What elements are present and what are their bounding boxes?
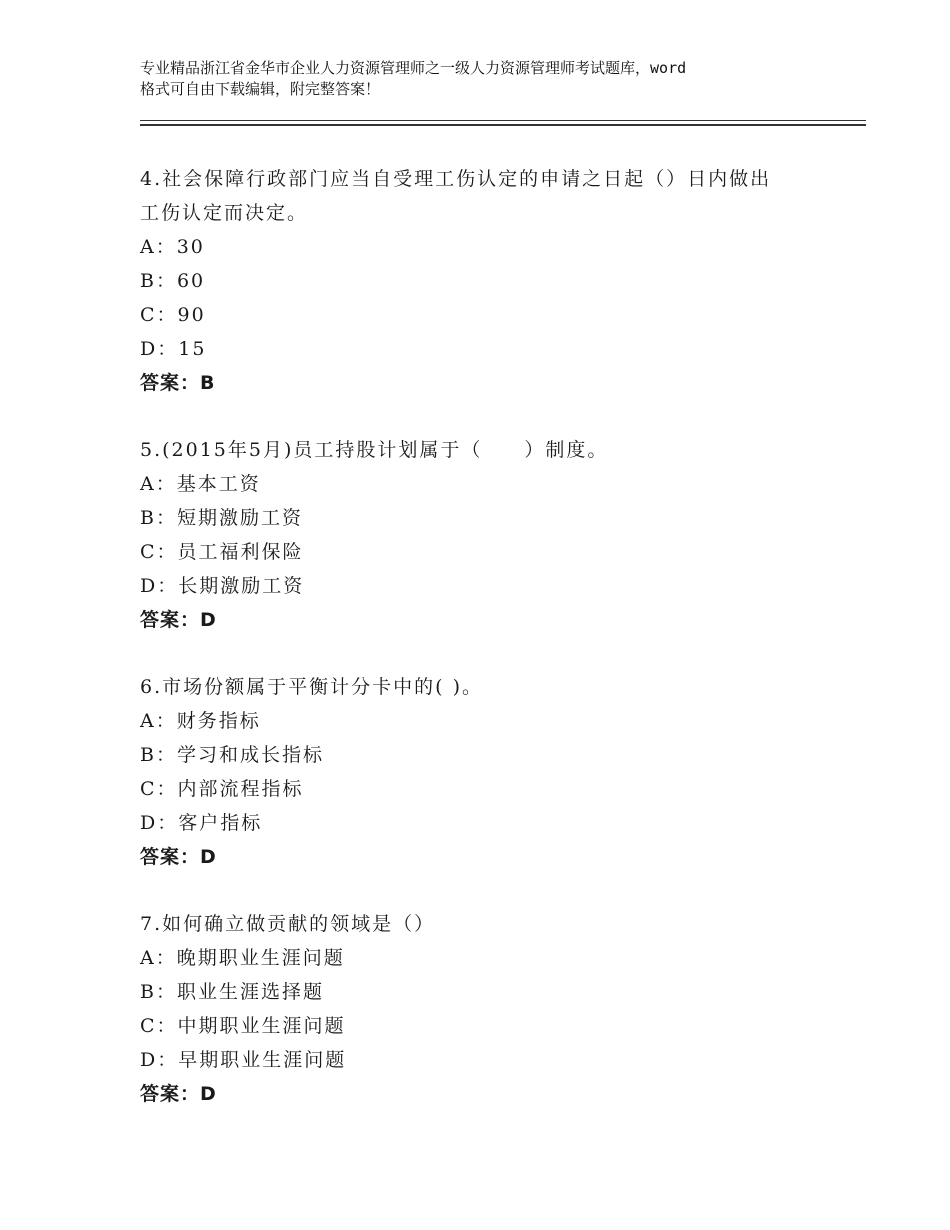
- option-a: A：晚期职业生涯问题: [140, 947, 345, 969]
- option-d: D：客户指标: [140, 812, 263, 834]
- question-6: [140, 670, 840, 874]
- header-divider-thin: [140, 120, 866, 121]
- answer-label: 答案：D: [140, 609, 217, 631]
- question-4: [140, 162, 840, 400]
- option-c: C：员工福利保险: [140, 541, 304, 563]
- header-divider-thick: [140, 124, 866, 126]
- option-b: B：60: [140, 270, 206, 292]
- answer-label: 答案：B: [140, 372, 216, 394]
- question-text: [140, 670, 810, 704]
- option-a: A：基本工资: [140, 473, 261, 495]
- question-text-line-1: 7.如何确立做贡献的领域是（）: [140, 913, 436, 935]
- header-line-2: 格式可自由下载编辑，附完整答案！: [140, 80, 381, 98]
- question-text-line-1: 6.市场份额属于平衡计分卡中的( )。: [140, 676, 483, 698]
- option-a: A：30: [140, 236, 205, 258]
- option-b: B：短期激励工资: [140, 507, 303, 529]
- option-d: D：长期激励工资: [140, 575, 305, 597]
- option-c: C：90: [140, 304, 206, 326]
- question-list: [140, 162, 840, 1144]
- question-text-line-1: 4.社会保障行政部门应当自受理工伤认定的申请之日起（）日内做出: [140, 168, 772, 190]
- question-7: [140, 907, 840, 1111]
- option-b: B：职业生涯选择题: [140, 981, 324, 1003]
- answer-label: 答案：D: [140, 1083, 217, 1105]
- question-text-line-2: 工伤认定而决定。: [140, 202, 309, 224]
- option-b: B：学习和成长指标: [140, 744, 324, 766]
- question-text: [140, 162, 810, 230]
- question-text: [140, 907, 810, 941]
- option-d: D：15: [140, 338, 207, 360]
- option-c: C：内部流程指标: [140, 778, 304, 800]
- document-header: [140, 58, 830, 100]
- option-a: A：财务指标: [140, 710, 261, 732]
- option-c: C：中期职业生涯问题: [140, 1015, 346, 1037]
- answer-label: 答案：D: [140, 846, 217, 868]
- question-text-line-1: 5.(2015年5月)员工持股计划属于（ ）制度。: [140, 439, 609, 461]
- question-text: [140, 433, 810, 467]
- header-line-1: 专业精品浙江省金华市企业人力资源管理师之一级人力资源管理师考试题库，word: [140, 59, 687, 77]
- question-5: [140, 433, 840, 637]
- option-d: D：早期职业生涯问题: [140, 1049, 347, 1071]
